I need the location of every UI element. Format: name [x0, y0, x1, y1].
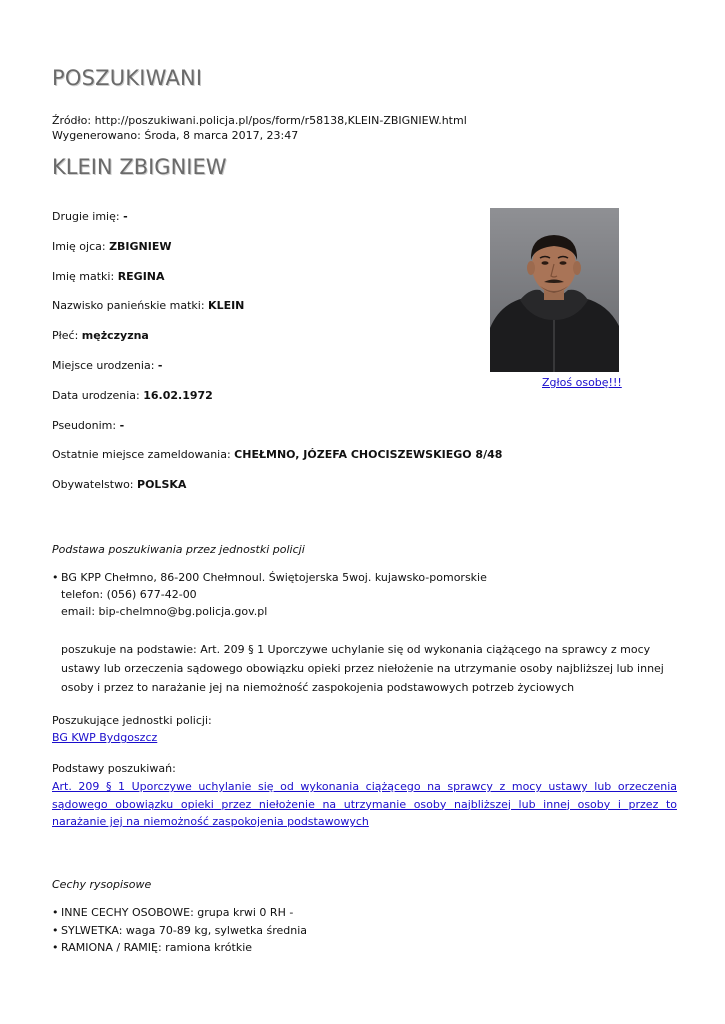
source-line — [52, 113, 467, 128]
field-mother-maiden-name — [52, 298, 502, 328]
field-value: mężczyzna — [81, 329, 149, 343]
generated-label: Wygenerowano: — [52, 129, 141, 142]
searching-units-label: Poszukujące jednostki policji: — [52, 714, 212, 727]
field-value: - — [123, 210, 128, 223]
source-url: http://poszukiwani.policja.pl/pos/form/r58138,KLEIN-ZBIGNIEW.html — [94, 114, 467, 127]
bullet: • — [52, 571, 59, 584]
field-label: Data urodzenia: — [52, 388, 140, 402]
list-item — [52, 922, 307, 940]
person-photo-illustration — [490, 208, 619, 372]
field-citizenship — [52, 477, 502, 507]
field-label: Pseudonim: — [52, 418, 117, 432]
generated-line — [52, 128, 467, 143]
field-label: Ostatnie miejsce zameldowania: — [52, 448, 231, 462]
field-last-address — [52, 447, 502, 477]
field-label: Drugie imię: — [52, 210, 120, 223]
list-item — [52, 904, 307, 922]
searching-unit-link[interactable]: BG KWP Bydgoszcz — [52, 731, 158, 744]
generated-value: Środa, 8 marca 2017, 23:47 — [144, 129, 299, 142]
field-value: POLSKA — [137, 478, 187, 492]
list-item — [52, 939, 307, 957]
field-label: Płeć: — [52, 329, 79, 343]
field-label: Obywatelstwo: — [52, 478, 134, 492]
police-unit-phone: telefon: (056) 677-42-00 — [61, 588, 197, 601]
report-person-link[interactable]: Zgłoś osobę!!! — [542, 376, 622, 389]
traits-list — [52, 904, 307, 957]
traits-section-title: Cechy rysopisowe — [52, 878, 152, 891]
document-meta — [52, 113, 467, 143]
field-label: Miejsce urodzenia: — [52, 358, 155, 372]
field-mother-name — [52, 269, 502, 299]
trait-text: INNE CECHY OSOBOWE: grupa krwi 0 RH - — [61, 906, 294, 919]
person-photo — [490, 208, 619, 372]
field-value: ZBIGNIEW — [109, 239, 172, 253]
field-birth-date — [52, 388, 502, 418]
search-basis-link-block — [52, 778, 677, 831]
field-label: Imię matki: — [52, 269, 115, 283]
searching-units-block — [52, 712, 212, 746]
field-label: Imię ojca: — [52, 239, 106, 253]
field-value: REGINA — [117, 269, 165, 283]
field-sex — [52, 328, 502, 358]
site-title: POSZUKIWANI — [52, 66, 203, 90]
field-middle-name — [52, 209, 502, 239]
trait-text: RAMIONA / RAMIĘ: ramiona krótkie — [61, 941, 253, 954]
field-value: - — [157, 358, 163, 372]
field-value: 16.02.1972 — [143, 388, 213, 402]
search-basis-text: poszukuje na podstawie: Art. 209 § 1 Uporczywe uchylanie się od wykonania ciążącego na sprawcy z mocy ustawy lub orzeczenia sądowego obowiązku opieki przez niełożenie na utrzymanie osoby najbliższej lub innej osoby i przez to narażanie jej na niemożność zaspokojenia podstawowych potrzeb życiowych — [61, 643, 664, 694]
search-basis-link[interactable]: Art. 209 § 1 Uporczywe uchylanie się od wykonania ciążącego na sprawcy z mocy ustawy lub orzeczenia sądowego obowiązku opieki przez niełożenie na utrzymanie osoby najbliższej lub innej osoby i przez to narażanie jej na niemożność zaspokojenia podstawowych — [52, 780, 677, 828]
person-fields — [52, 209, 502, 507]
police-unit-block — [52, 569, 487, 620]
field-value: - — [119, 418, 125, 432]
police-basis-section-title: Podstawa poszukiwania przez jednostki policji — [52, 543, 305, 556]
field-label: Nazwisko panieńskie matki: — [52, 299, 205, 313]
police-unit-line: BG KPP Chełmno, 86-200 Chełmnoul. Świętojerska 5woj. kujawsko-pomorskie — [61, 571, 487, 584]
trait-text: SYLWETKA: waga 70-89 kg, sylwetka średnia — [61, 923, 308, 937]
bullet: • — [52, 906, 59, 919]
field-value: CHEŁMNO, JÓZEFA CHOCISZEWSKIEGO 8/48 — [234, 448, 503, 462]
bullet: • — [52, 941, 59, 954]
field-value: KLEIN — [208, 299, 245, 313]
person-name: KLEIN ZBIGNIEW — [52, 155, 227, 179]
source-label: Źródło: — [52, 114, 92, 127]
field-father-name — [52, 239, 502, 269]
search-basis-label: Podstawy poszukiwań: — [52, 762, 176, 775]
field-nickname — [52, 418, 502, 448]
field-birthplace — [52, 358, 502, 388]
bullet: • — [52, 923, 59, 937]
police-unit-email: email: bip-chelmno@bg.policja.gov.pl — [61, 605, 268, 618]
